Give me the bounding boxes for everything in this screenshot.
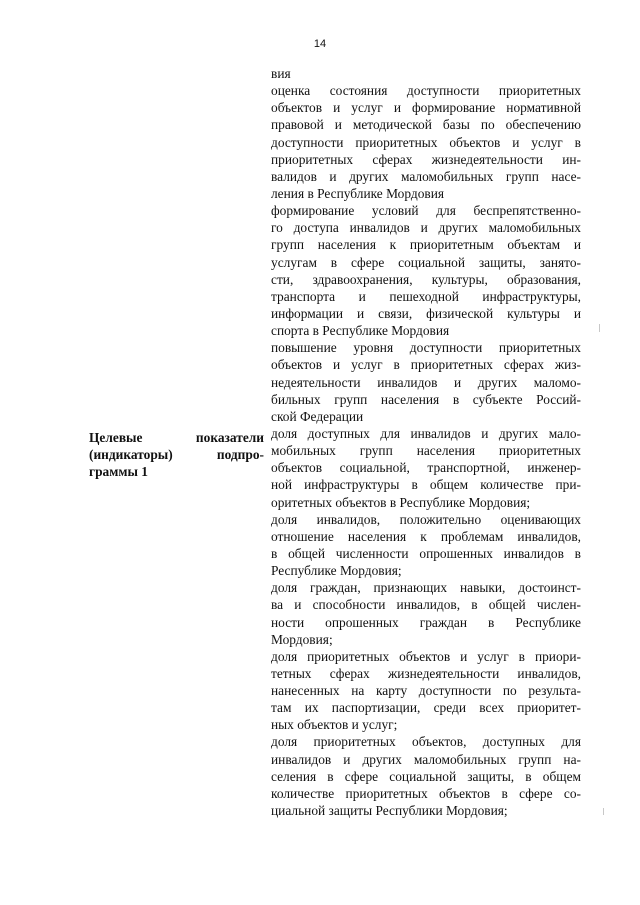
text-line: инвалидов и других маломобильных групп на-	[271, 751, 581, 767]
content-column	[271, 65, 581, 819]
indicator-label	[89, 429, 264, 480]
indicator-label-line: (индикаторы) подпро-	[89, 447, 264, 463]
paragraph	[271, 65, 581, 82]
text-line: услугам в сфере социальной защиты, занято-	[271, 254, 581, 270]
text-line: доля доступных для инвалидов и других мало-	[271, 425, 581, 441]
text-line: приоритетных сферах жизнедеятельности ин-	[271, 151, 581, 167]
text-line: там их паспортизации, среди всех приоритет-	[271, 700, 581, 716]
text-line: ной инфраструктуры в общем количестве при-	[271, 477, 581, 493]
text-line: доля приоритетных объектов и услуг в приори-	[271, 648, 581, 664]
paragraph	[271, 202, 581, 339]
page-number: 14	[313, 38, 327, 50]
text-line: отношение населения к проблемам инвалидов,	[271, 528, 581, 544]
text-line: ской Федерации	[271, 408, 364, 424]
text-line: информации и связи, физической культуры и	[271, 305, 581, 321]
text-line: объектов социальной, транспортной, инженер-	[271, 460, 581, 476]
text-line: объектов и услуг и формирование нормативной	[271, 100, 581, 116]
text-line: доля инвалидов, положительно оценивающих	[271, 511, 581, 527]
text-line: го доступа инвалидов и других маломобильных	[271, 220, 581, 236]
text-line: в общей численности опрошенных инвалидов в	[271, 545, 581, 561]
text-line: правовой и методической базы по обеспечению	[271, 117, 581, 133]
paragraph	[271, 579, 581, 648]
text-line: доля граждан, признающих навыки, достоинст-	[271, 580, 581, 596]
text-line: оритетных объектов в Республике Мордовия;	[271, 494, 531, 510]
indicator-label-line: Целевые показатели	[89, 430, 264, 445]
paragraph	[271, 425, 581, 511]
text-line: транспорта и пешеходной инфраструктуры,	[271, 288, 581, 304]
text-line: спорта в Республике Мордовия	[271, 323, 450, 339]
text-line: тетных сферах жизнедеятельности инвалидов,	[271, 665, 581, 681]
text-line: сти, здравоохранения, культуры, образования,	[271, 271, 581, 287]
text-line: недеятельности инвалидов и других маломо-	[271, 374, 581, 390]
paragraph	[271, 339, 581, 425]
text-line: формирование условий для беспрепятственно-	[271, 203, 581, 219]
text-line: ности опрошенных граждан в Республике	[271, 614, 581, 630]
indicator-label-line: граммы 1	[89, 464, 148, 480]
paragraph	[271, 511, 581, 580]
text-line: Мордовия;	[271, 631, 333, 647]
text-line: групп населения к приоритетным объектам и	[271, 237, 581, 253]
paragraph	[271, 82, 581, 202]
text-line: мобильных групп населения приоритетных	[271, 443, 581, 459]
scan-mark	[603, 808, 604, 815]
text-line: доля приоритетных объектов, доступных для	[271, 734, 581, 750]
text-line: селения в сфере социальной защиты, в общем	[271, 768, 581, 784]
text-line: ных объектов и услуг;	[271, 717, 398, 733]
text-line: нанесенных на карту доступности по результа-	[271, 683, 581, 699]
text-line: бильных групп населения в субъекте Россий-	[271, 391, 581, 407]
paragraph	[271, 648, 581, 734]
text-line: доступности приоритетных объектов и услуг в	[271, 134, 581, 150]
text-line: циальной защиты Республики Мордовия;	[271, 803, 508, 819]
text-line: повышение уровня доступности приоритетных	[271, 340, 581, 356]
text-line: оценка состояния доступности приоритетных	[271, 83, 581, 99]
text-line: валидов и других маломобильных групп насе-	[271, 168, 581, 184]
text-line: Республике Мордовия;	[271, 563, 402, 579]
text-line: ва и способности инвалидов, в общей числен-	[271, 597, 581, 613]
scan-mark	[599, 324, 600, 332]
paragraph	[271, 733, 581, 819]
text-line: ления в Республике Мордовия	[271, 185, 445, 201]
text-line: объектов и услуг в приоритетных сферах жиз-	[271, 357, 581, 373]
text-line: количестве приоритетных объектов в сфере со-	[271, 785, 581, 801]
text-line: вия	[271, 66, 291, 81]
